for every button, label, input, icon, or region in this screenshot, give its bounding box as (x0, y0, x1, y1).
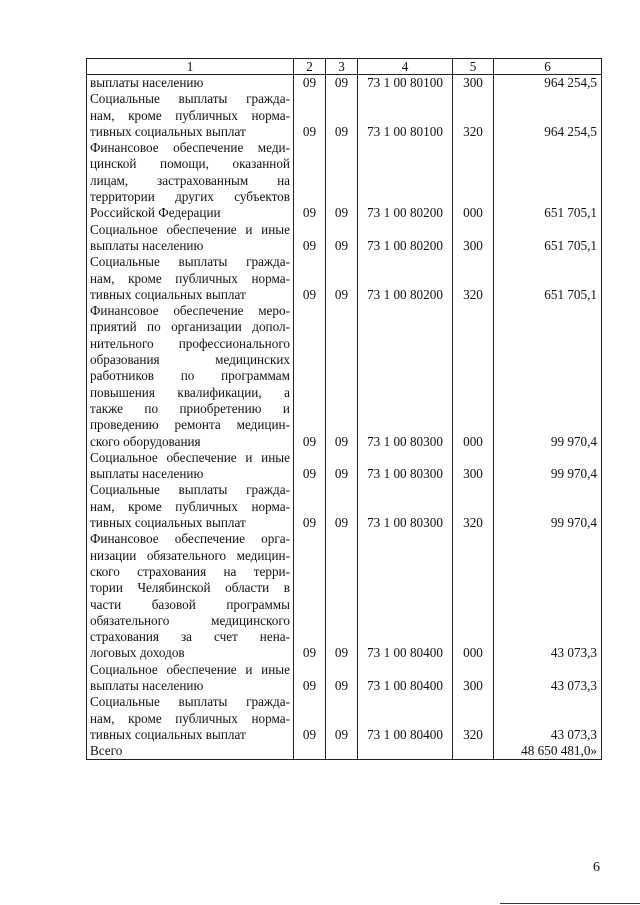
row-name-line: низации обязательного медицин- (90, 547, 290, 563)
section-code-cell: 09 (294, 254, 326, 303)
target-article-cell: 73 1 00 80100 (358, 75, 453, 92)
amount-cell: 99 970,4 (494, 450, 602, 483)
row-name-cell (87, 482, 294, 531)
row-name-line: Социальные выплаты гражда- (90, 254, 290, 270)
amount-cell: 99 970,4 (494, 303, 602, 450)
budget-table (86, 58, 602, 760)
expense-type-cell: 320 (453, 694, 494, 743)
amount-cell: 651 705,1 (494, 222, 602, 255)
target-article-cell: 73 1 00 80100 (358, 91, 453, 140)
row-name-line: повышения квалификации, а (90, 384, 290, 400)
row-name-line: Финансовое обеспечение орга- (90, 531, 290, 547)
row-name-line: территории других субъектов (90, 189, 290, 205)
amount-cell: 651 705,1 (494, 254, 602, 303)
table-row (87, 482, 602, 531)
row-name-line: нам, кроме публичных норма- (90, 498, 290, 514)
section-code-cell: 09 (294, 450, 326, 483)
target-article-cell: 73 1 00 80400 (358, 662, 453, 695)
expense-type-cell: 320 (453, 91, 494, 140)
header-col-2: 2 (294, 59, 326, 75)
empty-cell (358, 743, 453, 760)
row-name-line: тивных социальных выплат (90, 515, 246, 531)
total-amount: 48 650 481,0» (494, 743, 602, 760)
expense-type-cell: 320 (453, 482, 494, 531)
row-name-line: выплаты населению (90, 466, 204, 482)
row-name-line: выплаты населению (90, 677, 204, 693)
row-name-line: лицам, застрахованным на (90, 172, 290, 188)
header-col-1: 1 (87, 59, 294, 75)
amount-cell: 43 073,3 (494, 531, 602, 661)
table-row (87, 91, 602, 140)
expense-type-cell: 300 (453, 75, 494, 92)
row-name-line: приятий по организации допол- (90, 319, 290, 335)
section-code-cell: 09 (294, 75, 326, 92)
section-code-cell: 09 (294, 531, 326, 661)
target-article-cell: 73 1 00 80300 (358, 482, 453, 531)
row-name-line: Российской Федерации (90, 205, 221, 221)
bottom-rule (500, 903, 640, 904)
row-name-line: тивных социальных выплат (90, 286, 246, 302)
subsection-code-cell: 09 (326, 482, 358, 531)
row-name-line: проведению ремонта медицин- (90, 417, 290, 433)
amount-cell: 651 705,1 (494, 140, 602, 221)
row-name-line: Социальное обеспечение и иные (90, 449, 290, 465)
total-label: Всего (87, 743, 294, 760)
row-name-line: ского оборудования (90, 433, 201, 449)
row-name-line: тивных социальных выплат (90, 123, 246, 139)
subsection-code-cell: 09 (326, 694, 358, 743)
row-name-cell (87, 450, 294, 483)
expense-type-cell: 000 (453, 531, 494, 661)
target-article-cell: 73 1 00 80200 (358, 254, 453, 303)
expense-type-cell: 000 (453, 303, 494, 450)
row-name-line: выплаты населению (90, 237, 204, 253)
row-name-line: нам, кроме публичных норма- (90, 107, 290, 123)
row-name-cell (87, 662, 294, 695)
total-row (87, 743, 602, 760)
row-name-line: нам, кроме публичных норма- (90, 710, 290, 726)
section-code-cell: 09 (294, 222, 326, 255)
empty-cell (326, 743, 358, 760)
section-code-cell: 09 (294, 91, 326, 140)
row-name-line: обязательного медицинского (90, 612, 290, 628)
row-name-cell (87, 254, 294, 303)
header-col-5: 5 (453, 59, 494, 75)
row-name-line: нительного профессионального (90, 335, 290, 351)
section-code-cell: 09 (294, 140, 326, 221)
table-row (87, 222, 602, 255)
row-name-line: Социальные выплаты гражда- (90, 482, 290, 498)
table-row (87, 140, 602, 221)
row-name-line: страхования за счет нена- (90, 629, 290, 645)
subsection-code-cell: 09 (326, 531, 358, 661)
section-code-cell: 09 (294, 303, 326, 450)
section-code-cell: 09 (294, 694, 326, 743)
table-row (87, 254, 602, 303)
table-header (87, 59, 602, 75)
section-code-cell: 09 (294, 662, 326, 695)
table-row (87, 694, 602, 743)
row-name-line: логовых доходов (90, 645, 185, 661)
row-name-cell (87, 694, 294, 743)
row-name-line: также по приобретению и (90, 400, 290, 416)
header-col-4: 4 (358, 59, 453, 75)
target-article-cell: 73 1 00 80200 (358, 140, 453, 221)
row-name-line: выплаты населению (90, 75, 204, 90)
row-name-line: тивных социальных выплат (90, 726, 246, 742)
target-article-cell: 73 1 00 80200 (358, 222, 453, 255)
row-name-line: Социальные выплаты гражда- (90, 91, 290, 107)
expense-type-cell: 320 (453, 254, 494, 303)
row-name-cell (87, 531, 294, 661)
row-name-line: образования медицинских (90, 352, 290, 368)
expense-type-cell: 000 (453, 140, 494, 221)
row-name-cell (87, 91, 294, 140)
expense-type-cell: 300 (453, 222, 494, 255)
row-name-cell (87, 222, 294, 255)
expense-type-cell: 300 (453, 450, 494, 483)
page-number: 6 (593, 860, 600, 875)
row-name-line: нам, кроме публичных норма- (90, 270, 290, 286)
amount-cell: 99 970,4 (494, 482, 602, 531)
row-name-line: тории Челябинской области в (90, 580, 290, 596)
subsection-code-cell: 09 (326, 75, 358, 92)
subsection-code-cell: 09 (326, 140, 358, 221)
table-row (87, 75, 602, 92)
section-code-cell: 09 (294, 482, 326, 531)
amount-cell: 43 073,3 (494, 662, 602, 695)
subsection-code-cell: 09 (326, 91, 358, 140)
subsection-code-cell: 09 (326, 254, 358, 303)
subsection-code-cell: 09 (326, 222, 358, 255)
row-name-line: части базовой программы (90, 596, 290, 612)
header-col-3: 3 (326, 59, 358, 75)
empty-cell (294, 743, 326, 760)
row-name-line: Финансовое обеспечение меди- (90, 140, 290, 156)
table-row (87, 450, 602, 483)
header-col-6: 6 (494, 59, 602, 75)
row-name-line: Финансовое обеспечение меро- (90, 303, 290, 319)
amount-cell: 43 073,3 (494, 694, 602, 743)
row-name-line: ского страхования на терри- (90, 563, 290, 579)
subsection-code-cell: 09 (326, 450, 358, 483)
amount-cell: 964 254,5 (494, 75, 602, 92)
target-article-cell: 73 1 00 80400 (358, 694, 453, 743)
target-article-cell: 73 1 00 80300 (358, 450, 453, 483)
row-name-line: цинской помощи, оказанной (90, 156, 290, 172)
table-row (87, 662, 602, 695)
amount-cell: 964 254,5 (494, 91, 602, 140)
subsection-code-cell: 09 (326, 662, 358, 695)
table-body (87, 75, 602, 760)
target-article-cell: 73 1 00 80300 (358, 303, 453, 450)
row-name-line: работников по программам (90, 368, 290, 384)
row-name-line: Социальное обеспечение и иные (90, 661, 290, 677)
row-name-line: Социальные выплаты гражда- (90, 694, 290, 710)
table-row (87, 303, 602, 450)
expense-type-cell: 300 (453, 662, 494, 695)
table-row (87, 531, 602, 661)
empty-cell (453, 743, 494, 760)
row-name-cell (87, 140, 294, 221)
subsection-code-cell: 09 (326, 303, 358, 450)
row-name-line: Социальное обеспечение и иные (90, 221, 290, 237)
target-article-cell: 73 1 00 80400 (358, 531, 453, 661)
row-name-cell (87, 303, 294, 450)
row-name-cell (87, 75, 294, 92)
